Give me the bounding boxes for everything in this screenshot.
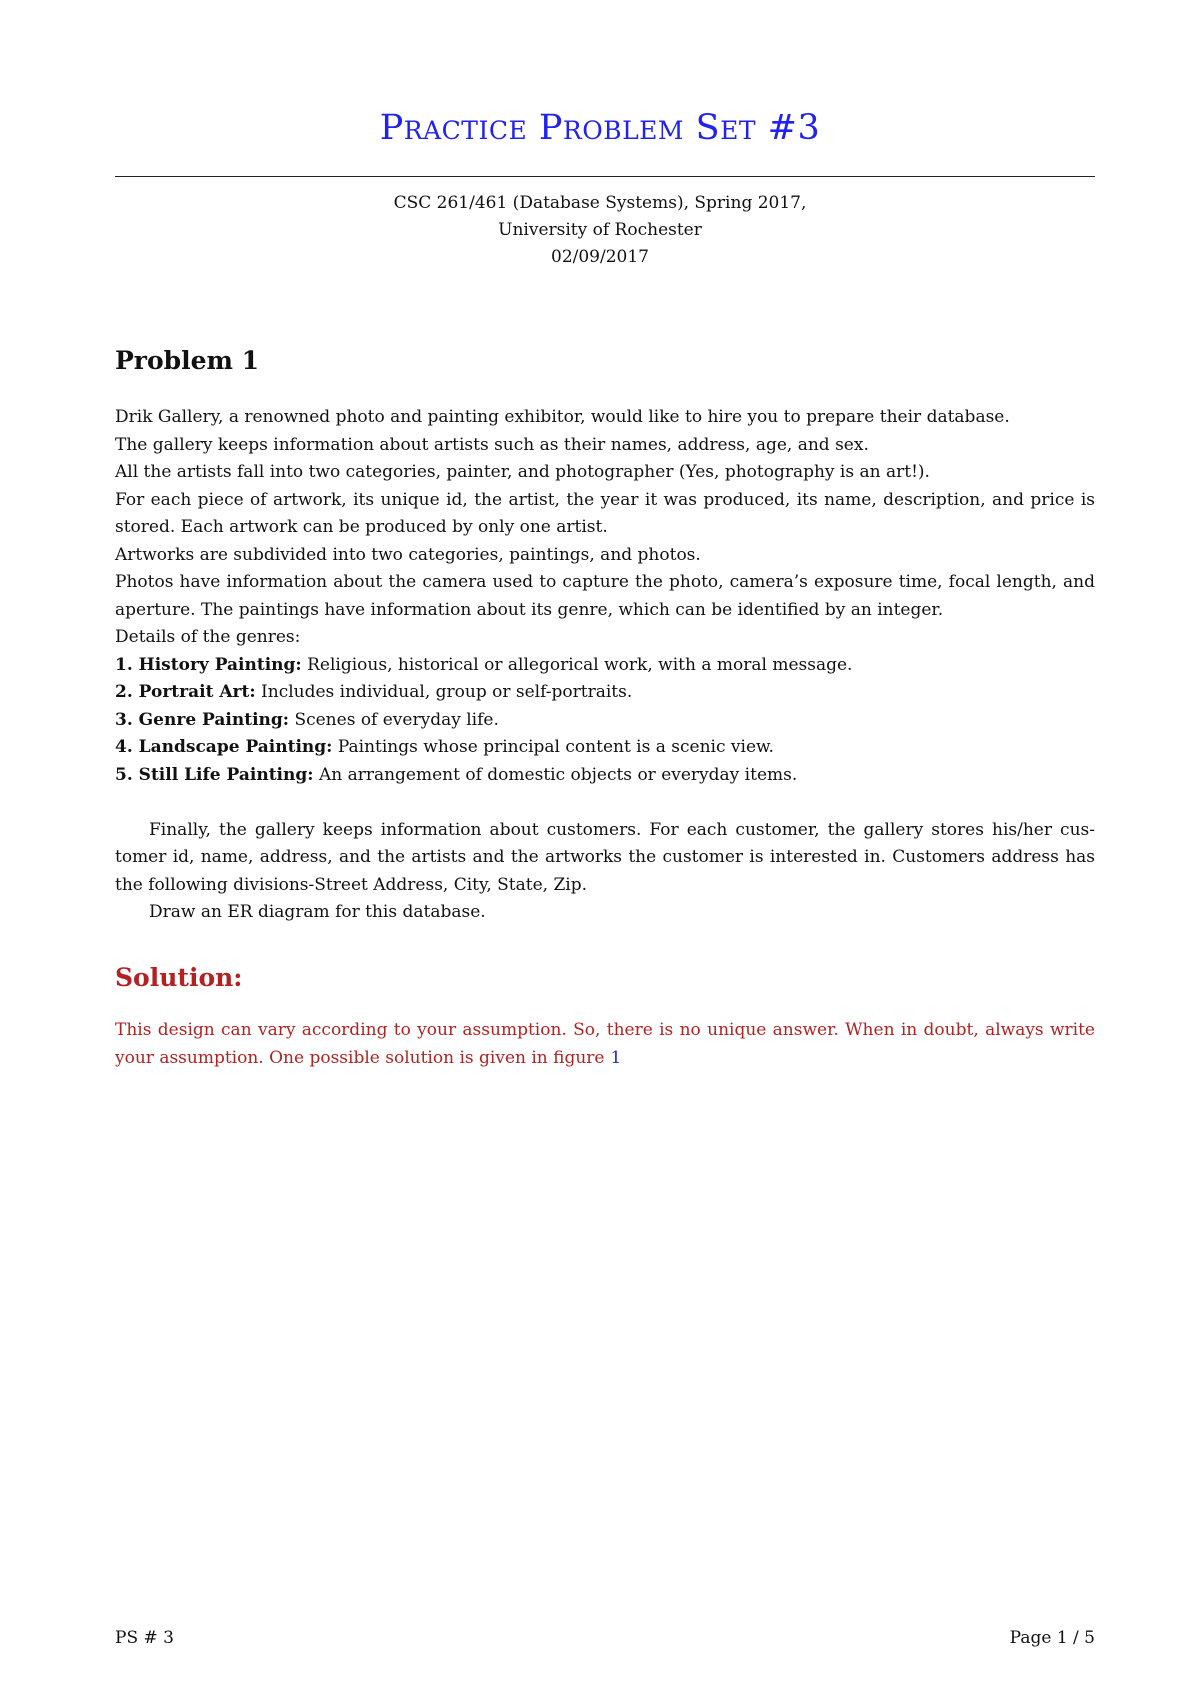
problem-line: Drik Gallery, a renowned photo and painting exhibitor, would like to hire you to prepare their database. [115, 407, 1010, 427]
document-title: Practice Problem Set #3 [379, 108, 821, 148]
genre-label: 5. Still Life Painting: [115, 764, 314, 785]
problem-line: stored. Each artwork can be produced by only one artist. [115, 517, 608, 537]
genre-description: Religious, historical or allegorical work, with a moral message. [307, 654, 853, 675]
genre-description: Includes individual, group or self-portraits. [261, 682, 633, 702]
genre-item [115, 762, 1095, 790]
page-number: Page 1 / 5 [1009, 1628, 1095, 1648]
problem-line: Photos have information about the camera used to capture the photo, camera’s exposure time, focal length, and [115, 572, 1095, 592]
document-date: 02/09/2017 [551, 247, 649, 267]
problem-body [115, 404, 1095, 927]
problem-line: All the artists fall into two categories, painter, and photographer (Yes, photography is an art!). [115, 462, 930, 482]
customers-line: tomer id, name, address, and the artists and the artworks the customer is interested in. Customers address has [115, 847, 1095, 867]
solution-line: This design can vary according to your assumption. So, there is no unique answer. When in doubt, always write [115, 1020, 1095, 1040]
genre-description: Scenes of everyday life. [294, 709, 499, 730]
genre-description: An arrangement of domestic objects or everyday items. [318, 764, 798, 785]
solution-line [115, 1045, 1095, 1073]
figure-reference-link[interactable]: 1 [610, 1047, 622, 1068]
footer-left: PS # 3 [115, 1628, 174, 1648]
problem-line: aperture. The paintings have information about its genre, which can be identified by an integer. [115, 599, 944, 620]
genre-description: Paintings whose principal content is a scenic view. [337, 737, 774, 757]
problem-heading: Problem 1 [115, 346, 260, 375]
solution-text: your assumption. One possible solution is given in figure [115, 1047, 605, 1068]
genre-item [115, 652, 1095, 680]
problem-line: The gallery keeps information about artists such as their names, address, age, and sex. [115, 434, 869, 455]
genre-label: 2. Portrait Art: [115, 682, 256, 702]
genre-label: 4. Landscape Painting: [115, 737, 333, 757]
problem-line: Details of the genres: [115, 627, 301, 647]
paragraph-spacer [115, 789, 1095, 817]
problem-line: For each piece of artwork, its unique id, the artist, the year it was produced, its name, description, and price is [115, 489, 1095, 510]
problem-line: Artworks are subdivided into two categories, paintings, and photos. [115, 544, 701, 565]
customers-line: the following divisions-Street Address, City, State, Zip. [115, 874, 587, 895]
genre-item [115, 707, 1095, 735]
customers-line: Finally, the gallery keeps information about customers. For each customer, the gallery stores his/her cus- [149, 819, 1095, 840]
genre-item [115, 679, 1095, 707]
university-name: University of Rochester [498, 220, 702, 240]
genre-label: 3. Genre Painting: [115, 709, 290, 730]
task-line: Draw an ER diagram for this database. [149, 902, 486, 922]
title-divider [115, 176, 1095, 177]
solution-body [115, 1017, 1095, 1072]
solution-heading: Solution: [115, 963, 243, 992]
course-info [0, 190, 1200, 271]
genre-label: 1. History Painting: [115, 654, 302, 675]
course-name: CSC 261/461 (Database Systems), Spring 2017, [393, 193, 807, 213]
genre-item [115, 734, 1095, 762]
